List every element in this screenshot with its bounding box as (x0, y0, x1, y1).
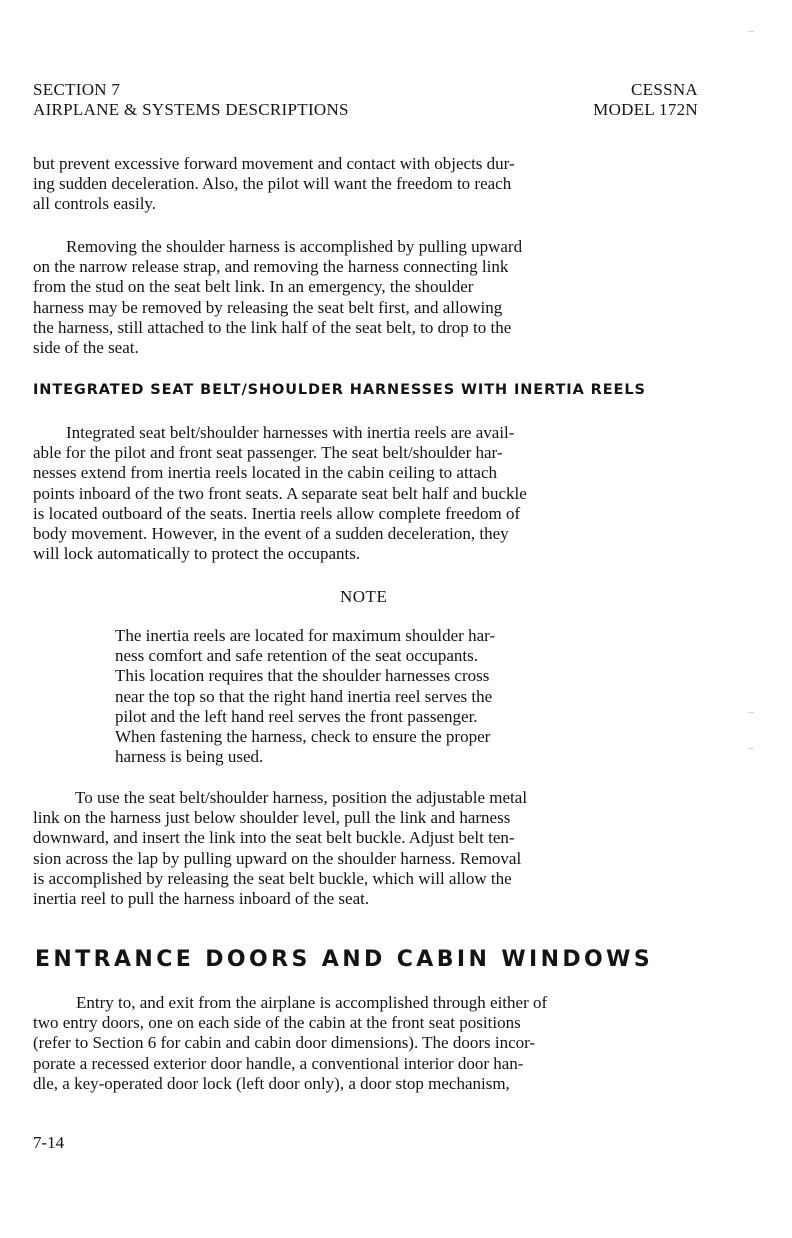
text-line: Integrated seat belt/shoulder harnesses with inertia reels are avail- (66, 423, 515, 442)
text-line: but prevent excessive forward movement and contact with objects dur- (33, 154, 515, 173)
note-line: harness is being used. (115, 747, 264, 767)
margin-mark (748, 712, 754, 713)
section-number: SECTION 7 (33, 80, 121, 99)
header-right (593, 80, 698, 120)
text-line: points inboard of the two front seats. A separate seat belt half and buckle (33, 483, 527, 503)
note-body (115, 626, 655, 767)
paragraph-removing-harness (33, 237, 698, 358)
subheading-inertia-reels: INTEGRATED SEAT BELT/SHOULDER HARNESSES WITH INERTIA REELS (33, 382, 646, 398)
section-title: AIRPLANE & SYSTEMS DESCRIPTIONS (33, 100, 349, 119)
text-line: (refer to Section 6 for cabin and cabin door dimensions). The doors incor- (33, 1033, 536, 1053)
paragraph-entry-doors (33, 993, 698, 1094)
text-line: porate a recessed exterior door handle, a conventional interior door han- (33, 1053, 524, 1073)
note-title: NOTE (340, 587, 388, 606)
text-line: To use the seat belt/shoulder harness, position the adjustable metal (75, 788, 528, 807)
text-line: downward, and insert the link into the seat belt buckle. Adjust belt ten- (33, 828, 515, 848)
note-line: ness comfort and safe retention of the seat occupants. (115, 646, 479, 666)
text-line: Removing the shoulder harness is accomplished by pulling upward (66, 237, 523, 256)
note-line: pilot and the left hand reel serves the front passenger. (115, 706, 478, 726)
text-line: all controls easily. (33, 194, 157, 214)
text-line: nesses extend from inertia reels located in the cabin ceiling to attach (33, 463, 498, 483)
text-line: will lock automatically to protect the occupants. (33, 544, 361, 564)
text-line: is accomplished by releasing the seat belt buckle, which will allow the (33, 868, 512, 888)
margin-mark (748, 748, 754, 749)
margin-mark (748, 31, 754, 32)
brand-name: CESSNA (631, 80, 698, 99)
text-line: Entry to, and exit from the airplane is accomplished through either of (76, 993, 548, 1012)
note-line: When fastening the harness, check to ensure the proper (115, 727, 491, 747)
header-left (33, 80, 349, 120)
text-line: ing sudden deceleration. Also, the pilot will want the freedom to reach (33, 174, 512, 194)
text-line: inertia reel to pull the harness inboard of the seat. (33, 889, 370, 909)
text-line: harness may be removed by releasing the seat belt first, and allowing (33, 297, 503, 317)
text-line: on the narrow release strap, and removing the harness connecting link (33, 257, 509, 277)
section-heading-doors-windows: ENTRANCE DOORS AND CABIN WINDOWS (35, 947, 654, 972)
note-line: This location requires that the shoulder harnesses cross (115, 666, 490, 686)
note-line: near the top so that the right hand inertia reel serves the (115, 686, 493, 706)
note-line: The inertia reels are located for maximum shoulder har- (115, 626, 496, 645)
paragraph-using-harness (33, 788, 698, 909)
text-line: side of the seat. (33, 338, 139, 358)
text-line: two entry doors, one on each side of the cabin at the front seat positions (33, 1013, 521, 1033)
text-line: from the stud on the seat belt link. In an emergency, the shoulder (33, 277, 474, 297)
text-line: the harness, still attached to the link half of the seat belt, to drop to the (33, 317, 512, 337)
paragraph-integrated-harness (33, 423, 698, 564)
paragraph-continuation (33, 154, 698, 215)
text-line: is located outboard of the seats. Inertia reels allow complete freedom of (33, 503, 521, 523)
page-number: 7-14 (33, 1133, 65, 1152)
text-line: dle, a key-operated door lock (left door only), a door stop mechanism, (33, 1073, 510, 1093)
text-line: body movement. However, in the event of a sudden deceleration, they (33, 524, 509, 544)
text-line: sion across the lap by pulling upward on the shoulder harness. Removal (33, 848, 522, 868)
model-name: MODEL 172N (593, 100, 698, 119)
text-line: able for the pilot and front seat passenger. The seat belt/shoulder har- (33, 443, 503, 463)
text-line: link on the harness just below shoulder level, pull the link and harness (33, 808, 511, 828)
